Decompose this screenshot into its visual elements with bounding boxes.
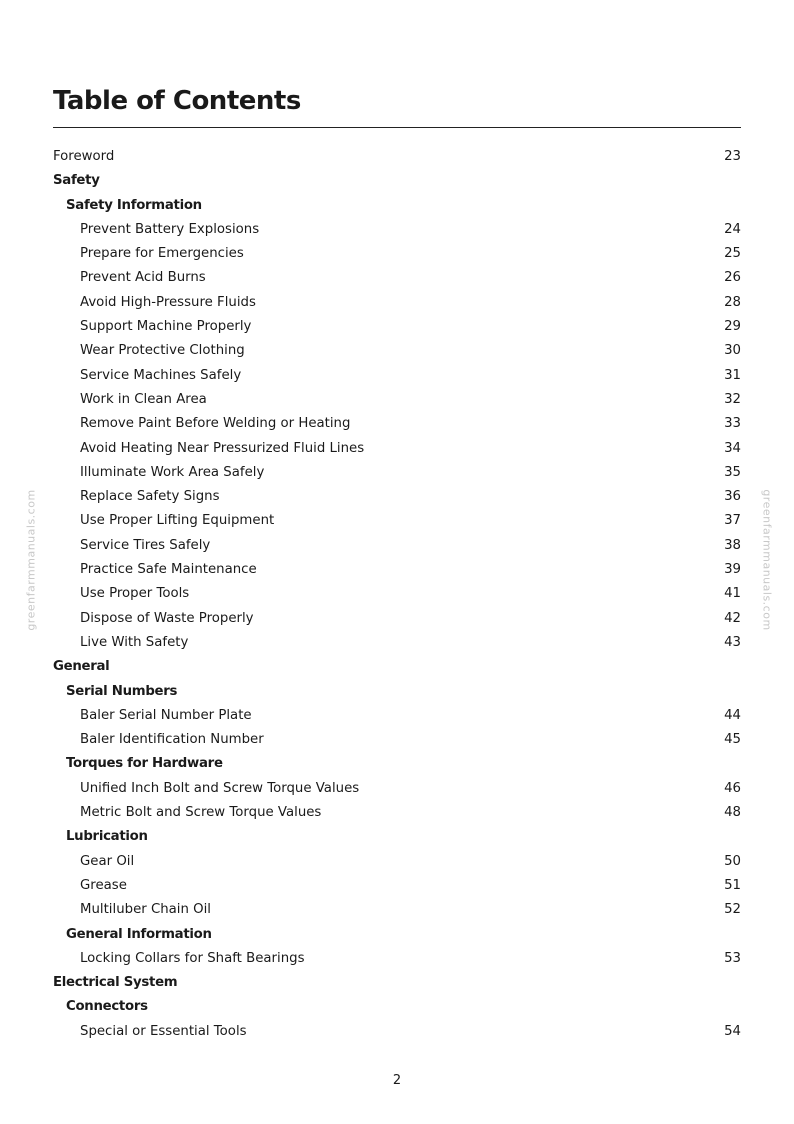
toc-entry-label: Prepare for Emergencies	[80, 246, 244, 262]
toc-entry[interactable]	[53, 947, 741, 971]
toc-entry-label: Connectors	[66, 999, 148, 1015]
toc-entry-page-number: 35	[724, 464, 741, 480]
toc-entry-label: Baler Identification Number	[80, 732, 264, 748]
toc-entry-label: Avoid High-Pressure Fluids	[80, 294, 256, 310]
toc-entry-label: Prevent Battery Explosions	[80, 221, 260, 237]
toc-entry[interactable]	[53, 607, 741, 631]
toc-entry-label: Electrical System	[53, 975, 178, 991]
toc-entry[interactable]	[53, 874, 741, 898]
toc-entry[interactable]	[53, 437, 741, 461]
toc-entry-page-number: 52	[724, 902, 741, 918]
toc-entry-page-number: 31	[724, 367, 741, 383]
toc-entry[interactable]	[53, 485, 741, 509]
toc-entry[interactable]	[53, 898, 741, 922]
toc-entry-page-number: 28	[724, 294, 741, 310]
toc-entry-page-number: 23	[724, 149, 741, 164]
toc-entry[interactable]	[53, 412, 741, 436]
toc-entry-label: Service Machines Safely	[80, 367, 242, 383]
toc-list	[53, 145, 741, 1044]
toc-entry-page-number: 33	[724, 416, 741, 432]
toc-entry[interactable]	[53, 242, 741, 266]
toc-entry-label: Metric Bolt and Screw Torque Values	[80, 805, 322, 821]
toc-entry-page-number: 44	[724, 707, 741, 723]
toc-entry-label: Remove Paint Before Welding or Heating	[80, 416, 351, 432]
toc-entry-page-number: 39	[724, 562, 741, 578]
toc-entry[interactable]	[53, 291, 741, 315]
toc-section-heading	[53, 825, 741, 849]
toc-entry[interactable]	[53, 388, 741, 412]
toc-entry-page-number: 32	[724, 391, 741, 407]
toc-entry-page-number: 41	[724, 586, 741, 602]
toc-entry[interactable]	[53, 509, 741, 533]
toc-entry-page-number: 30	[724, 343, 741, 359]
toc-entry-label: Work in Clean Area	[80, 391, 207, 407]
toc-entry-label: Gear Oil	[80, 853, 135, 869]
toc-entry-label: Safety	[53, 173, 100, 189]
toc-entry-page-number: 25	[724, 246, 741, 262]
toc-entry-page-number: 24	[724, 221, 741, 237]
toc-entry-label: Foreword	[53, 149, 115, 164]
toc-entry-label: Replace Safety Signs	[80, 489, 220, 505]
toc-entry-label: Service Tires Safely	[80, 537, 211, 553]
toc-entry-label: Dispose of Waste Properly	[80, 610, 254, 626]
toc-entry-page-number: 43	[724, 634, 741, 650]
toc-entry[interactable]	[53, 850, 741, 874]
toc-entry[interactable]	[53, 777, 741, 801]
toc-entry-page-number: 36	[724, 489, 741, 505]
toc-entry-label: Multiluber Chain Oil	[80, 902, 212, 918]
toc-entry[interactable]	[53, 315, 741, 339]
toc-entry-label: Grease	[80, 877, 127, 893]
toc-entry-page-number: 45	[724, 732, 741, 748]
toc-entry[interactable]	[53, 558, 741, 582]
toc-entry-page-number: 34	[724, 440, 741, 456]
toc-entry[interactable]	[53, 728, 741, 752]
toc-entry-page-number: 38	[724, 537, 741, 553]
page-number: 2	[392, 1073, 402, 1088]
toc-entry-label: Wear Protective Clothing	[80, 343, 245, 359]
toc-entry-label: General	[53, 659, 110, 675]
toc-entry[interactable]	[53, 266, 741, 290]
toc-entry-label: Use Proper Lifting Equipment	[80, 513, 275, 529]
toc-entry-page-number: 54	[724, 1023, 741, 1039]
toc-entry[interactable]	[53, 461, 741, 485]
toc-entry[interactable]	[53, 631, 741, 655]
toc-entry[interactable]	[53, 582, 741, 606]
toc-entry[interactable]	[53, 534, 741, 558]
toc-entry-page-number: 46	[724, 780, 741, 796]
toc-entry-label: Torques for Hardware	[66, 756, 223, 772]
toc-section-heading	[53, 655, 741, 679]
toc-entry[interactable]	[53, 339, 741, 363]
toc-entry-page-number: 29	[724, 319, 741, 335]
toc-entry-page-number: 50	[724, 853, 741, 869]
watermark-left: greenfarmmanuals.com	[24, 489, 38, 631]
toc-section-heading	[53, 169, 741, 193]
toc-entry[interactable]	[53, 704, 741, 728]
title-divider	[53, 127, 741, 128]
toc-entry[interactable]	[53, 218, 741, 242]
toc-entry-label: Unified Inch Bolt and Screw Torque Values	[80, 780, 360, 796]
toc-entry[interactable]	[53, 1020, 741, 1044]
toc-entry-label: Illuminate Work Area Safely	[80, 464, 265, 480]
toc-entry-label: Safety Information	[66, 197, 202, 213]
toc-entry-page-number: 51	[724, 877, 741, 893]
toc-entry-label: Locking Collars for Shaft Bearings	[80, 950, 305, 966]
toc-section-heading	[53, 971, 741, 995]
toc-entry-page-number: 48	[724, 805, 741, 821]
toc-entry-label: Avoid Heating Near Pressurized Fluid Lines	[80, 440, 365, 456]
toc-entry-page-number: 53	[724, 950, 741, 966]
toc-entry-page-number: 42	[724, 610, 741, 626]
toc-section-heading	[53, 923, 741, 947]
toc-entry-label: Baler Serial Number Plate	[80, 707, 252, 723]
toc-entry-label: Practice Safe Maintenance	[80, 562, 257, 578]
toc-entry-label: Special or Essential Tools	[80, 1023, 247, 1039]
page-title: Table of Contents	[53, 86, 301, 116]
watermark-right: greenfarmmanuals.com	[760, 489, 774, 631]
toc-section-heading	[53, 752, 741, 776]
toc-entry-label: Live With Safety	[80, 634, 189, 650]
toc-entry-label: Lubrication	[66, 829, 148, 845]
toc-entry-label: Use Proper Tools	[80, 586, 190, 602]
toc-entry-page-number: 26	[724, 270, 741, 286]
toc-entry[interactable]	[53, 364, 741, 388]
toc-entry-page-number: 37	[724, 513, 741, 529]
toc-entry[interactable]	[53, 145, 741, 169]
toc-entry-label: Serial Numbers	[66, 683, 178, 699]
toc-section-heading	[53, 680, 741, 704]
toc-section-heading	[53, 995, 741, 1019]
toc-entry-label: General Information	[66, 926, 212, 942]
toc-section-heading	[53, 194, 741, 218]
toc-entry[interactable]	[53, 801, 741, 825]
toc-entry-label: Support Machine Properly	[80, 319, 252, 335]
toc-entry-label: Prevent Acid Burns	[80, 270, 206, 286]
